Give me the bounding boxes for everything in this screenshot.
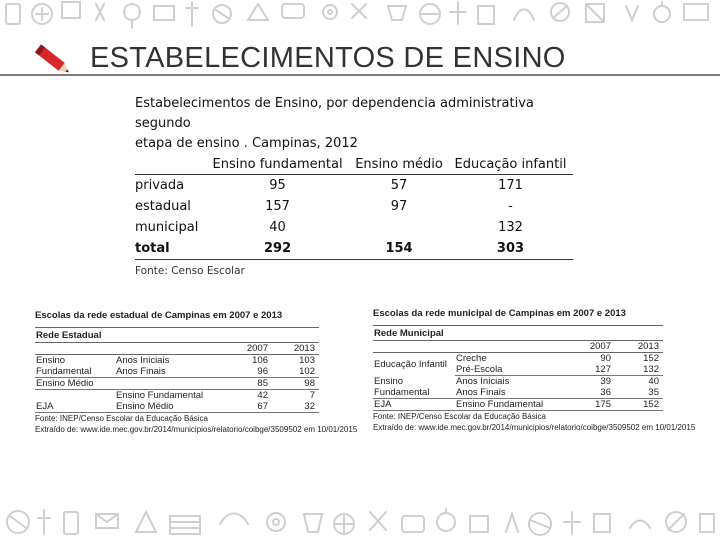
cell: 175	[567, 399, 615, 411]
table-row	[135, 175, 573, 197]
cell: 98	[272, 378, 319, 390]
cell: 32	[272, 401, 319, 413]
sub-label: Anos Finais	[115, 366, 225, 378]
row-label: total	[135, 238, 205, 260]
main-table-block	[135, 94, 575, 277]
cell: 97	[390, 199, 408, 214]
municipal-table-title: Escolas da rede municipal de Campinas em 2007 e 2013	[373, 308, 626, 319]
state-table-block	[35, 310, 357, 435]
table-row	[373, 376, 663, 388]
main-table-header	[135, 156, 573, 175]
cell: 152	[615, 399, 663, 411]
main-col-fundamental: Ensino fundamental	[205, 156, 350, 175]
municipal-table-years	[373, 341, 663, 353]
group-label: Fundamental	[373, 387, 455, 399]
table-row	[35, 390, 319, 402]
cell: 127	[567, 364, 615, 376]
state-table	[35, 327, 319, 413]
cell: 102	[272, 366, 319, 378]
municipal-table-header	[373, 326, 663, 341]
state-table-years	[35, 343, 319, 355]
state-table-source: Fonte: INEP/Censo Escolar da Educação Básica	[35, 414, 208, 423]
cell: 292	[205, 238, 350, 260]
state-table-title: Escolas da rede estadual de Campinas em 2007 e 2013	[35, 310, 283, 321]
municipal-network-label: Rede Municipal	[373, 326, 663, 341]
cell: 90	[600, 353, 611, 364]
row-label: privada	[135, 178, 185, 193]
group-label: EJA	[35, 401, 115, 413]
year-2013: 2013	[272, 343, 319, 355]
cell: -	[508, 199, 513, 214]
year-2007: 2007	[225, 343, 272, 355]
cell: 103	[299, 355, 315, 366]
state-network-label: Rede Estadual	[35, 328, 319, 343]
municipal-table	[373, 325, 663, 411]
cell: 157	[265, 199, 290, 214]
state-table-extracted: Extraído de: www.ide.mec.gov.br/2014/municipios/relatorio/coibge/3509502 em 10/01/2015	[35, 425, 358, 434]
group-label	[35, 390, 115, 402]
cell: 67	[225, 401, 272, 413]
main-table	[135, 156, 573, 260]
table-row	[35, 378, 319, 390]
cell: 303	[448, 238, 573, 260]
cell: 57	[390, 178, 408, 193]
cell: 132	[615, 364, 663, 376]
table-row	[35, 355, 319, 367]
cell: 132	[498, 220, 523, 235]
municipal-table-source: Fonte: INEP/Censo Escolar da Educação Básica	[373, 412, 546, 421]
cell: 39	[600, 376, 611, 387]
sub-label: Ensino Fundamental	[116, 390, 204, 401]
cell: 42	[257, 390, 268, 401]
sub-label: Ensino Médio	[115, 401, 225, 413]
sub-label: Anos Iniciais	[116, 355, 170, 366]
group-label: Educação Infantil	[374, 358, 447, 370]
cell: 106	[252, 355, 268, 366]
table-row	[373, 353, 663, 365]
cell: 152	[643, 353, 659, 364]
cell: 171	[498, 178, 523, 193]
sub-label: Anos Iniciais	[456, 376, 510, 387]
cell: 7	[309, 390, 315, 401]
main-col-medio: Ensino médio	[350, 156, 448, 175]
table-row	[35, 401, 319, 413]
sub-label	[115, 378, 225, 390]
table-row	[373, 399, 663, 411]
table-row	[35, 366, 319, 378]
title-divider	[0, 74, 720, 76]
row-label: municipal	[135, 220, 199, 235]
main-table-source: Fonte: Censo Escolar	[135, 265, 245, 277]
cell: 85	[225, 378, 272, 390]
cell: 40	[269, 220, 286, 235]
table-row-total	[135, 238, 573, 260]
group-label: Fundamental	[35, 366, 115, 378]
main-table-caption-line2: etapa de ensino . Campinas, 2012	[135, 136, 358, 151]
municipal-table-extracted: Extraído de: www.ide.mec.gov.br/2014/municipios/relatorio/coibge/3509502 em 10/01/2015	[373, 423, 696, 432]
sub-label: Creche	[456, 353, 487, 364]
sub-label: Anos Finais	[455, 387, 567, 399]
main-table-caption-line1: Estabelecimentos de Ensino, por dependencia administrativa segundo	[135, 96, 534, 131]
sub-label: Pré-Escola	[455, 364, 567, 376]
group-label: EJA	[373, 399, 455, 411]
year-2013: 2013	[615, 341, 663, 353]
group-label: Ensino Médio	[35, 378, 115, 390]
main-col-infantil: Educação infantil	[448, 156, 573, 175]
doodle-border-bottom	[0, 494, 720, 540]
cell: 40	[648, 376, 659, 387]
municipal-table-block	[373, 308, 695, 433]
cell: 154	[350, 238, 448, 260]
table-row	[135, 196, 573, 217]
state-table-header	[35, 328, 319, 343]
row-label: estadual	[135, 199, 191, 214]
table-row	[135, 217, 573, 238]
sub-label: Ensino Fundamental	[455, 399, 567, 411]
main-col-empty	[135, 156, 205, 175]
page-title: ESTABELECIMENTOS DE ENSINO	[90, 42, 566, 74]
cell: 36	[567, 387, 615, 399]
cell	[350, 217, 448, 238]
year-2007: 2007	[567, 341, 615, 353]
group-label: Ensino	[36, 355, 66, 366]
group-label: Ensino	[374, 375, 404, 387]
table-row	[373, 387, 663, 399]
cell: 35	[615, 387, 663, 399]
cell: 95	[269, 178, 286, 193]
cell: 96	[225, 366, 272, 378]
